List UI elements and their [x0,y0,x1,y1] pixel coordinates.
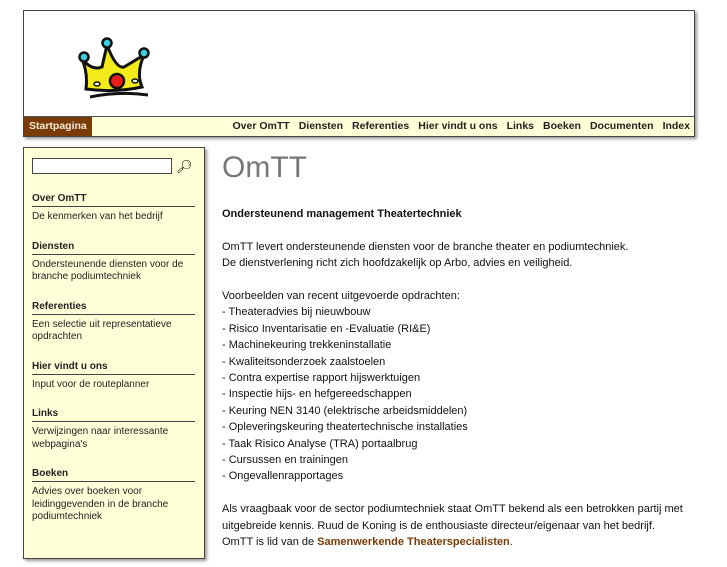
list-item: - Opleveringskeuring theatertechnische installaties [222,421,468,434]
sidebar-link[interactable]: Hier vindt u ons [32,361,195,375]
nav-item[interactable]: Referenties [352,120,410,132]
sidebar-section [32,361,195,392]
sidebar-desc: Advies over boeken voor leidinggevenden in de branche podiumtechniek [32,486,169,522]
samenwerkende-link[interactable]: Samenwerkende Theaterspecialisten [317,536,510,549]
sidebar-link[interactable]: Referenties [32,301,195,315]
list-item: - Risico Inventarisatie en -Evaluatie (RI&E) [222,322,431,335]
sidebar-section [32,193,195,224]
nav-item[interactable]: Links [506,120,535,132]
sidebar-section [32,408,195,451]
list-title: Voorbeelden van recent uitgevoerde opdrachten: [222,290,460,302]
sidebar [23,147,205,559]
outro-end: . [509,536,513,549]
list-item: - Cursussen en trainingen [222,454,348,467]
search-icon[interactable]: 🔎︎ [176,159,193,174]
intro-line: OmTT levert ondersteunende diensten voor de branche theater en podiumtechniek. [222,240,629,253]
list-item: - Keuring NEN 3140 (elektrische arbeidsmiddelen) [222,404,468,417]
sidebar-link[interactable]: Links [32,408,195,422]
crown-logo[interactable] [74,31,154,103]
nav-item[interactable]: Hier vindt u ons [418,120,498,132]
list-item: - Contra expertise rapport hijswerktuigen [222,372,421,385]
subtitle: Ondersteunend management Theatertechniek [222,208,462,220]
sidebar-desc: Input voor de routeplanner [32,378,150,390]
list-item: - Kwaliteitsonderzoek zaalstoelen [222,355,386,368]
outro-text: Als vraagbaak voor de sector podiumtechniek staat OmTT bekend als een betrokken partij met uitgebreide kennis. Ruud de Koning is de enthousiaste directeur/eigenaar van het bedrijf. [222,503,683,532]
sidebar-desc: De kenmerken van het bedrijf [32,211,163,222]
nav-home[interactable]: Startpagina [24,117,92,136]
intro-line: De dienstverlening richt zich hoofdzakelijk op Arbo, advies en veiligheid. [222,257,573,270]
sidebar-desc: Verwijzingen naar interessante webpagina's [32,426,169,450]
nav-item[interactable]: Index [662,120,690,132]
sidebar-desc: Ondersteunende diensten voor de branche podiumtechniek [32,258,184,282]
nav-item[interactable]: Documenten [589,120,654,132]
list-item: - Theateradvies bij nieuwbouw [222,306,371,319]
search-input[interactable] [32,158,172,174]
list-item: - Inspectie hijs- en hefgereedschappen [222,388,412,401]
sidebar-section [32,468,195,524]
sidebar-section [32,241,195,284]
sidebar-link[interactable]: Boeken [32,468,195,482]
list-item: - Ongevallenrapportages [222,470,344,483]
page-title: OmTT [222,151,307,184]
nav-item[interactable]: Boeken [543,120,581,132]
nav-item[interactable]: Diensten [298,120,344,132]
list-item: - Taak Risico Analyse (TRA) portaalbrug [222,437,418,450]
sidebar-section [32,301,195,344]
main-content [222,150,702,567]
nav-item[interactable]: Over OmTT [232,120,290,132]
sidebar-desc: Een selectie uit representatieve opdrachten [32,318,172,342]
list-item: - Machinekeuring trekkeninstallatie [222,339,392,352]
nav-bar [24,116,694,136]
sidebar-link[interactable]: Over OmTT [32,193,195,207]
outro-text: OmTT is lid van de [222,536,318,549]
header [23,10,695,137]
sidebar-link[interactable]: Diensten [32,241,195,255]
